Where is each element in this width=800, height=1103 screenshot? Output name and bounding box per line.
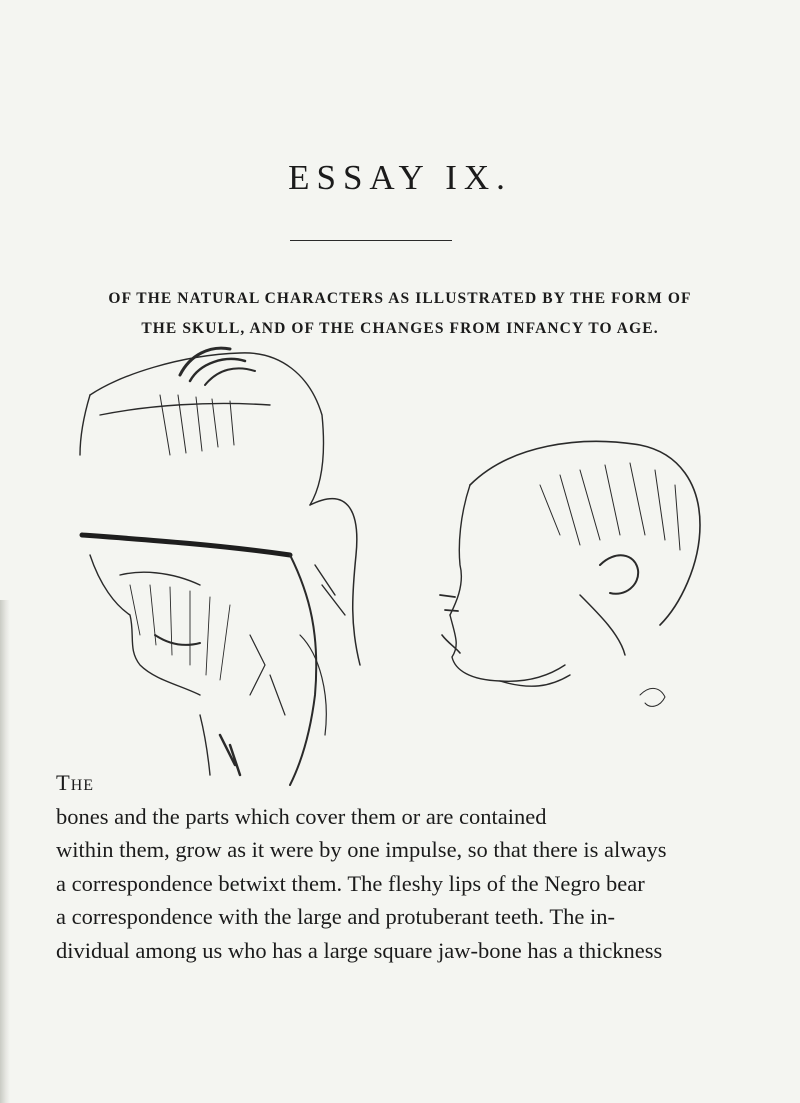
body-line-3: a correspondence betwixt them. The fleshy lips of the Negro bear xyxy=(56,870,645,896)
drop-word: The xyxy=(56,770,95,795)
binding-shadow xyxy=(0,600,10,1103)
first-line-text: bones and the parts which cover them or are contained xyxy=(56,803,547,829)
body-line-2: within them, grow as it were by one impulse, so that there is always xyxy=(56,837,667,862)
subtitle-line-1: OF THE NATURAL CHARACTERS AS ILLUSTRATED BY THE FORM OF xyxy=(108,290,692,307)
title-rule xyxy=(290,240,452,241)
subtitle-line-2: THE SKULL, AND OF THE CHANGES FROM INFANCY TO AGE. xyxy=(141,320,659,337)
engraving-old-man-and-infant xyxy=(60,335,720,795)
body-line-5: dividual among us who has a large square jaw-bone has a thickness xyxy=(56,937,663,963)
essay-title: ESSAY IX. xyxy=(288,158,512,197)
body-paragraph xyxy=(56,766,736,967)
body-line-4: a correspondence with the large and protuberant teeth. The in- xyxy=(56,904,615,929)
body-line-1 xyxy=(56,766,736,833)
